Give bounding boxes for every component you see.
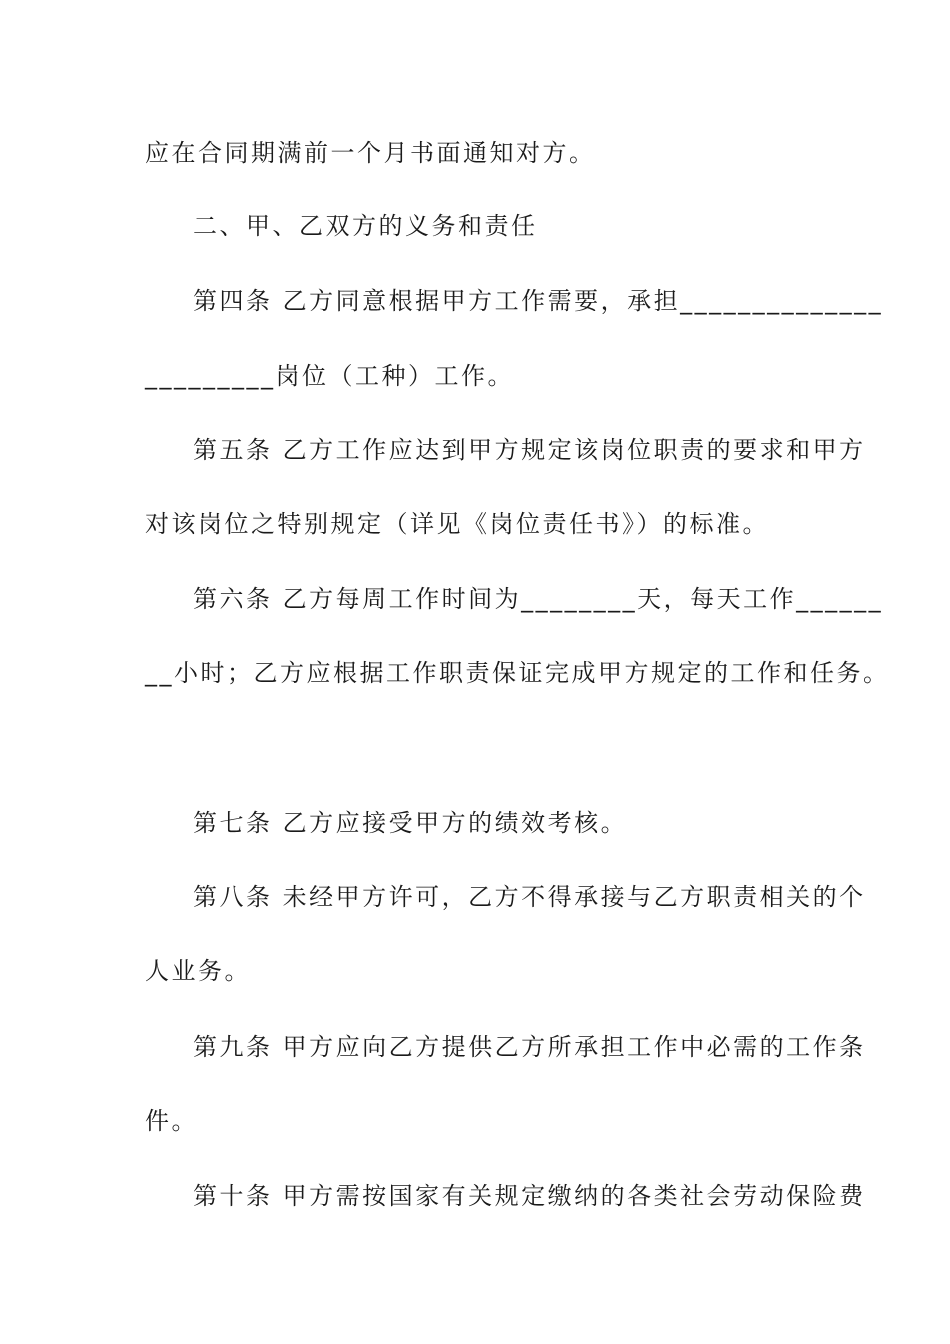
article-9-line-1: 第九条 甲方应向乙方提供乙方所承担工作中必需的工作条 xyxy=(193,1033,866,1061)
article-7-line: 第七条 乙方应接受甲方的绩效考核。 xyxy=(193,809,628,837)
article-5-line-2: 对该岗位之特别规定（详见《岗位责任书》）的标准。 xyxy=(145,510,769,538)
section-heading: 二、甲、乙双方的义务和责任 xyxy=(193,212,538,240)
article-8-line-1: 第八条 未经甲方许可，乙方不得承接与乙方职责相关的个 xyxy=(193,883,866,911)
paragraph-line: 应在合同期满前一个月书面通知对方。 xyxy=(145,139,596,167)
article-4-line-1: 第四条 乙方同意根据甲方工作需要，承担______________ xyxy=(193,287,884,315)
article-9-line-2: 件。 xyxy=(145,1107,198,1135)
article-6-line-2: __小时；乙方应根据工作职责保证完成甲方规定的工作和任务。 xyxy=(145,659,890,687)
article-6-line-1: 第六条 乙方每周工作时间为________天，每天工作______ xyxy=(193,585,884,613)
article-4-line-2: _________岗位（工种）工作。 xyxy=(145,362,514,390)
article-10-line-1: 第十条 甲方需按国家有关规定缴纳的各类社会劳动保险费 xyxy=(193,1182,866,1210)
article-8-line-2: 人业务。 xyxy=(145,957,251,985)
article-5-line-1: 第五条 乙方工作应达到甲方规定该岗位职责的要求和甲方 xyxy=(193,436,866,464)
